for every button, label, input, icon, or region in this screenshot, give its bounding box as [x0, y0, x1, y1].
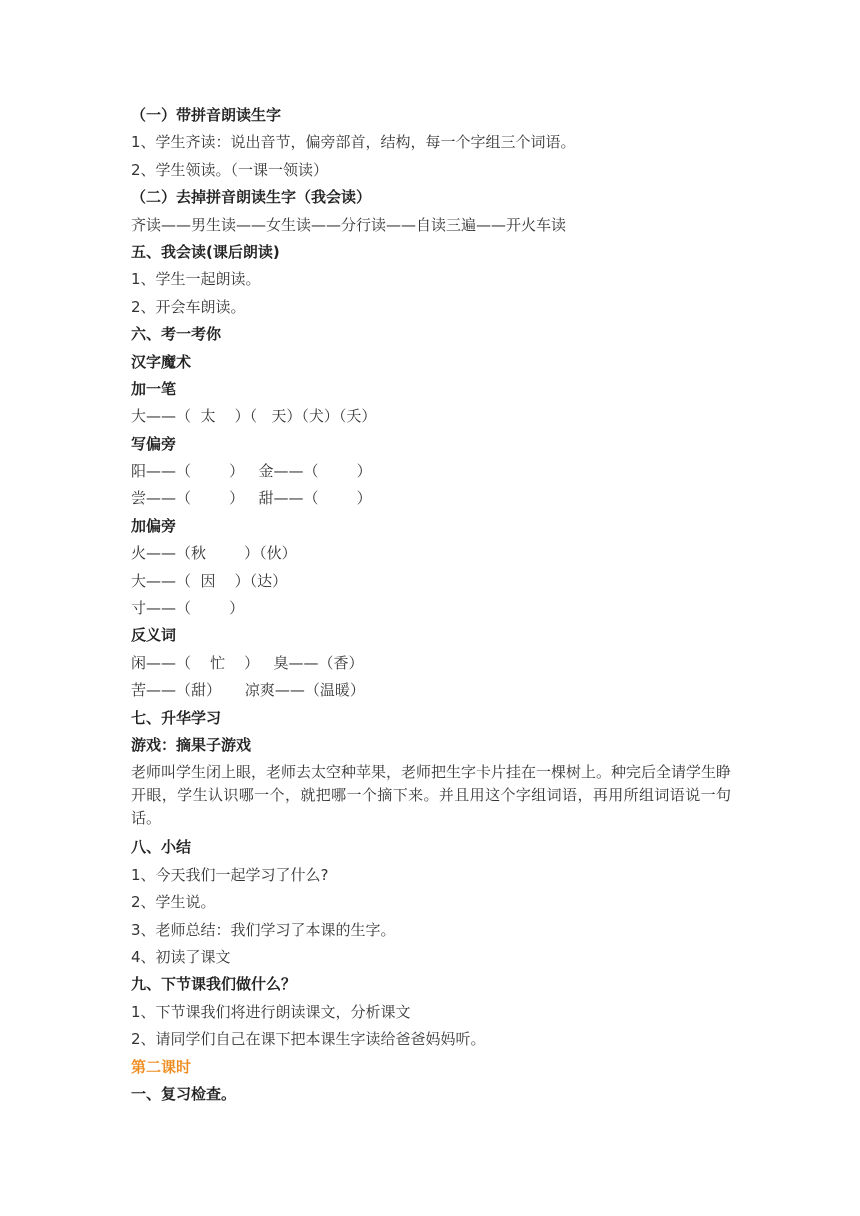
section-heading: 七、升华学习 [131, 708, 222, 727]
text-line: 4、初读了课文 [131, 947, 231, 966]
exercise-line: 大——（ 太 ）（ 天）（犬）（夭） [131, 407, 377, 426]
section-heading: 五、我会读(课后朗读) [131, 242, 280, 261]
document-page [131, 102, 731, 1108]
exercise-line: 阳——（ ） 金——（ ） [131, 462, 372, 481]
text-line: 1、学生齐读：说出音节，偏旁部首，结构，每一个字组三个词语。 [131, 133, 576, 152]
sub-heading: 反义词 [131, 626, 177, 645]
text-line: 1、学生一起朗读。 [131, 270, 261, 289]
text-line: 2、请同学们自己在课下把本课生字读给爸爸妈妈听。 [131, 1030, 486, 1049]
exercise-line: 火——（秋 ）（伙） [131, 544, 297, 563]
lesson-heading: 第二课时 [131, 1057, 192, 1076]
sub-heading: 加一笔 [131, 379, 177, 398]
text-line: 1、今天我们一起学习了什么? [131, 865, 329, 884]
exercise-line: 尝——（ ） 甜——（ ） [131, 489, 372, 508]
section-heading: 八、小结 [131, 838, 192, 857]
section-heading: 一、复习检查。 [131, 1084, 237, 1103]
sub-heading: 汉字魔术 [131, 352, 192, 371]
text-line: 2、学生说。 [131, 893, 216, 912]
exercise-line: 寸——（ ） [131, 599, 245, 618]
text-line: 齐读——男生读——女生读——分行读——自读三遍——开火车读 [131, 215, 567, 234]
section-heading: （一）带拼音朗读生字 [131, 106, 282, 124]
section-heading: 九、下节课我们做什么？ [131, 975, 297, 994]
sub-heading: 加偏旁 [131, 516, 177, 535]
text-line: 1、下节课我们将进行朗读课文，分析课文 [131, 1002, 411, 1021]
text-line: 3、老师总结：我们学习了本课的生字。 [131, 920, 396, 939]
sub-heading: 写偏旁 [131, 434, 177, 453]
sub-heading: 游戏：摘果子游戏 [131, 735, 252, 754]
exercise-line: 苦——（甜） 凉爽——（温暖） [131, 681, 365, 700]
game-paragraph: 老师叫学生闭上眼，老师去太空种苹果，老师把生字卡片挂在一棵树上。种完后全请学生睁开眼，学生认识哪一个，就把哪一个摘下来。并且用这个字组词语，再用所组词语说一句话。 [131, 763, 732, 828]
text-line: 2、学生领读。（一课一领读） [131, 160, 329, 179]
section-heading: （二）去掉拼音朗读生字（我会读） [131, 188, 372, 207]
text-line: 2、开会车朗读。 [131, 297, 246, 316]
exercise-line: 闲——（ 忙 ） 臭——（香） [131, 653, 364, 672]
section-heading: 六、考一考你 [131, 325, 222, 344]
exercise-line: 大——（ 因 ）（达） [131, 571, 288, 590]
